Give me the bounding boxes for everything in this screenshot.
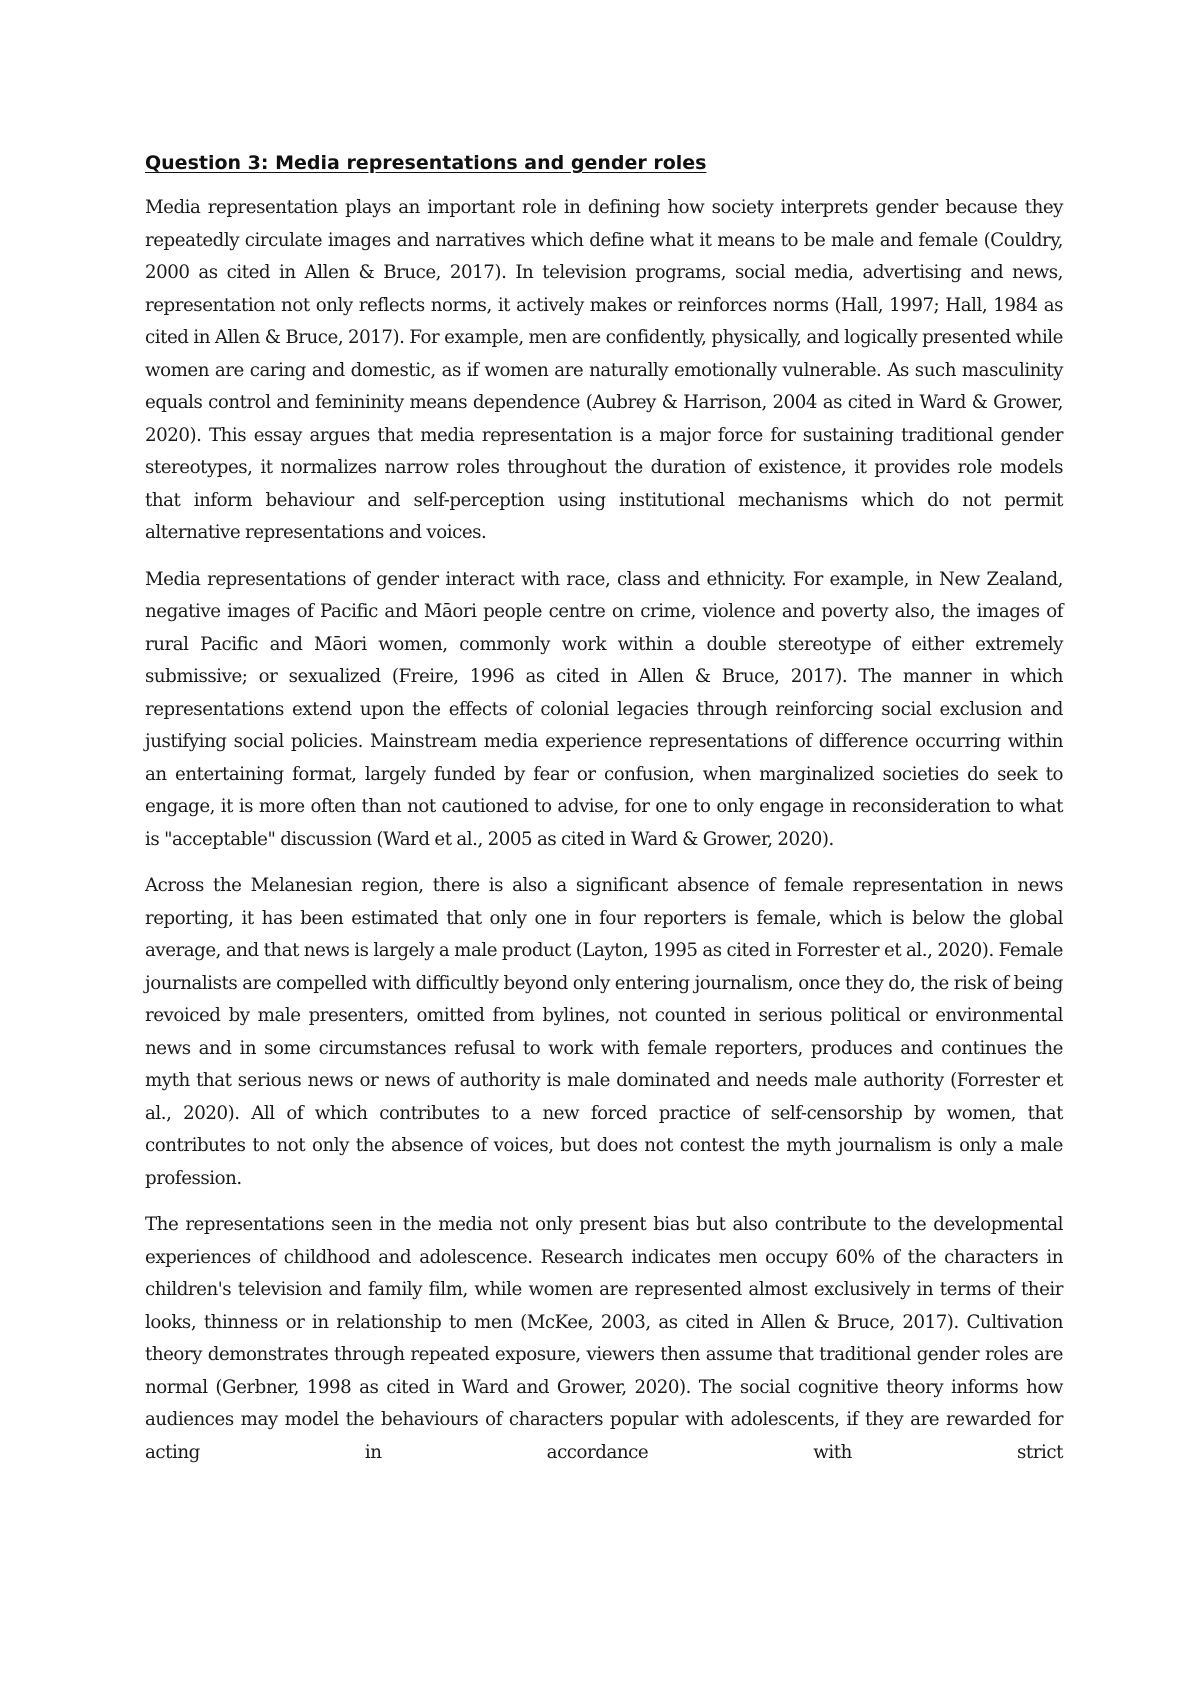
question-heading: Question 3: Media representations and gender roles	[145, 152, 707, 174]
paragraph-introduction: Media representation plays an important role in defining how society interprets gender because they repeatedly circulate images and narratives which define what it means to be male and female (Couldry, 2000 as cited in Allen & Bruce, 2017). In television programs, social media, advertising and news, representation not only reflects norms, it actively makes or reinforces norms (Hall, 1997; Hall, 1984 as cited in Allen & Bruce, 2017). For example, men are confidently, physically, and logically presented while women are caring and domestic, as if women are naturally emotionally vulnerable. As such masculinity equals control and femininity means dependence (Aubrey & Harrison, 2004 as cited in Ward & Grower, 2020). This essay argues that media representation is a major force for sustaining traditional gender stereotypes, it normalizes narrow roles throughout the duration of existence, it provides role models that inform behaviour and self-perception using institutional mechanisms which do not permit alternative representations and voices.	[145, 197, 1063, 543]
document-body	[145, 150, 1063, 1483]
paragraph-childhood-adolescence: The representations seen in the media not only present bias but also contribute to the developmental experiences of childhood and adolescence. Research indicates men occupy 60% of the characters in children's television and family film, while women are represented almost exclusively in terms of their looks, thinness or in relationship to men (McKee, 2003, as cited in Allen & Bruce, 2017). Cultivation theory demonstrates through repeated exposure, viewers then assume that traditional gender roles are normal (Gerbner, 1998 as cited in Ward and Grower, 2020). The social cognitive theory informs how audiences may model the behaviours of characters popular with adolescents, if they are rewarded for acting in accordance with strict	[145, 1214, 1063, 1463]
paragraph-melanesian-news: Across the Melanesian region, there is also a significant absence of female representation in news reporting, it has been estimated that only one in four reporters is female, which is below the global average, and that news is largely a male product (Layton, 1995 as cited in Forrester et al., 2020). Female journalists are compelled with difficultly beyond only entering journalism, once they do, the risk of being revoiced by male presenters, omitted from bylines, not counted in serious political or environmental news and in some circumstances refusal to work with female reporters, produces and continues the myth that serious news or news of authority is male dominated and needs male authority (Forrester et al., 2020). All of which contributes to a new forced practice of self-censorship by women, that contributes to not only the absence of voices, but does not contest the myth journalism is only a male profession.	[145, 875, 1063, 1189]
paragraph-race-class-ethnicity: Media representations of gender interact with race, class and ethnicity. For example, in New Zealand, negative images of Pacific and Māori people centre on crime, violence and poverty also, the images of rural Pacific and Māori women, commonly work within a double stereotype of either extremely submissive; or sexualized (Freire, 1996 as cited in Allen & Bruce, 2017). The manner in which representations extend upon the effects of colonial legacies through reinforcing social exclusion and justifying social policies. Mainstream media experience representations of difference occurring within an entertaining format, largely funded by fear or confusion, when marginalized societies do seek to engage, it is more often than not cautioned to advise, for one to only engage in reconsideration to what is "acceptable" discussion (Ward et al., 2005 as cited in Ward & Grower, 2020).	[145, 568, 1063, 850]
